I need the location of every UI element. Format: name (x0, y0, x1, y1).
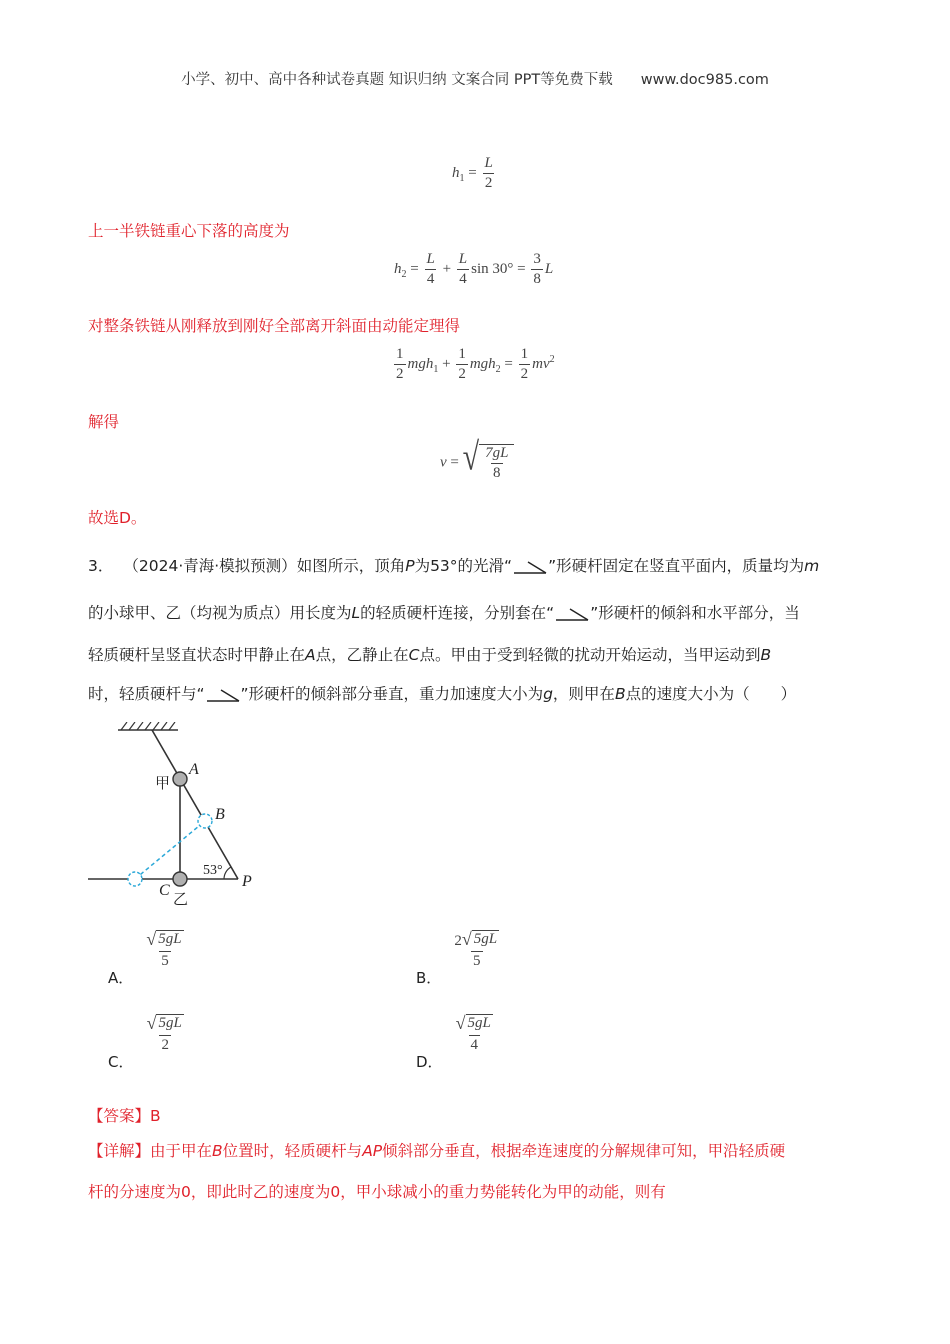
question-line-1: 3． （2024·青海·模拟预测）如图所示，顶角P为53°的光滑“ ”形硬杆固定在竖直平面内，质量均为m (88, 557, 820, 575)
h2-equation: $h_2$ = $\frac{L}{4}$ + $\frac{L}{4}$ sin 30° = $\frac{3}{8}$ L (394, 251, 554, 287)
ball-yi (173, 872, 187, 886)
header-text: 小学、初中、高中各种试卷真题 知识归纳 文案合同 PPT等免费下载 (181, 72, 613, 88)
hook-shape-icon (554, 606, 590, 622)
ceiling-hatch (121, 722, 175, 730)
question-line-3: 轻质硬杆呈竖直状态时甲静止在A点，乙静止在C点。甲由于受到轻微的扰动开始运动，当甲运动到B (88, 646, 772, 664)
solution-line-1: 上一半铁链重心下落的高度为 (88, 222, 290, 240)
var-P: P (405, 557, 415, 575)
ball-jia (173, 772, 187, 786)
label-B: B (215, 806, 225, 823)
hook-shape-icon (205, 687, 241, 703)
label-yi: 乙 (173, 890, 189, 908)
option-D[interactable]: D． √ 5gL 4 (416, 1013, 491, 1071)
solution-line-2: 对整条铁链从刚释放到刚好全部离开斜面由动能定理得 (88, 317, 461, 335)
question-line-4: 时，轻质硬杆与“ ”形硬杆的倾斜部分垂直，重力加速度大小为g，则甲在B点的速度大小为（ ） (88, 685, 797, 703)
angle-arc (224, 867, 231, 879)
option-B[interactable]: B． 2 √ 5gL 5 (416, 929, 498, 987)
answer-value: B (150, 1107, 161, 1125)
hook-shape-icon (512, 559, 548, 575)
inclined-rod (152, 730, 238, 879)
answer-line (88, 1104, 161, 1126)
question-line-2: 的小球甲、乙（均视为质点）用长度为L的轻质硬杆连接，分别套在“ ”形硬杆的倾斜和水平部分，当 (88, 604, 800, 622)
choose-line: 故选D。 (88, 509, 147, 527)
option-A[interactable]: A． √ 5gL 5 (108, 929, 182, 987)
question-source: （2024·青海·模拟预测） (123, 557, 297, 575)
solution-line-3: 解得 (88, 413, 120, 431)
label-A: A (189, 761, 199, 778)
light-rod-dashed (135, 821, 205, 879)
h1-equation: $h_1$ = $\frac{L}{2}$ (452, 155, 493, 191)
explanation-line-1: 【详解】由于甲在B位置时，轻质硬杆与AP倾斜部分垂直，根据牵连速度的分解规律可知，甲沿轻质硬 (88, 1142, 786, 1160)
label-jia: 甲 (155, 774, 171, 792)
question-number: 3． (88, 557, 114, 575)
physics-figure (84, 722, 284, 912)
ball-yi-dashed (128, 872, 142, 886)
answer-tag: 【答案】 (88, 1107, 151, 1125)
label-angle: 53° (203, 863, 223, 878)
explanation-line-2: 杆的分速度为0，即此时乙的速度为0，甲小球减小的重力势能转化为甲的动能，则有 (88, 1183, 666, 1201)
label-C: C (159, 882, 170, 899)
option-C[interactable]: C． √ 5gL 2 (108, 1013, 182, 1071)
ball-jia-dashed (198, 814, 212, 828)
page-header (0, 68, 950, 89)
label-P: P (242, 873, 252, 890)
v-equation: v = √ $\frac{7gL}{8}$ (440, 444, 514, 482)
energy-equation: $\frac{1}{2}$ mgh$_1$ + $\frac{1}{2}$ mgh$_2$ = $\frac{1}{2}$ $mv^2$ (396, 346, 555, 382)
header-site-link[interactable]: www.doc985.com (640, 72, 769, 88)
explanation-tag: 【详解】 (88, 1142, 151, 1160)
